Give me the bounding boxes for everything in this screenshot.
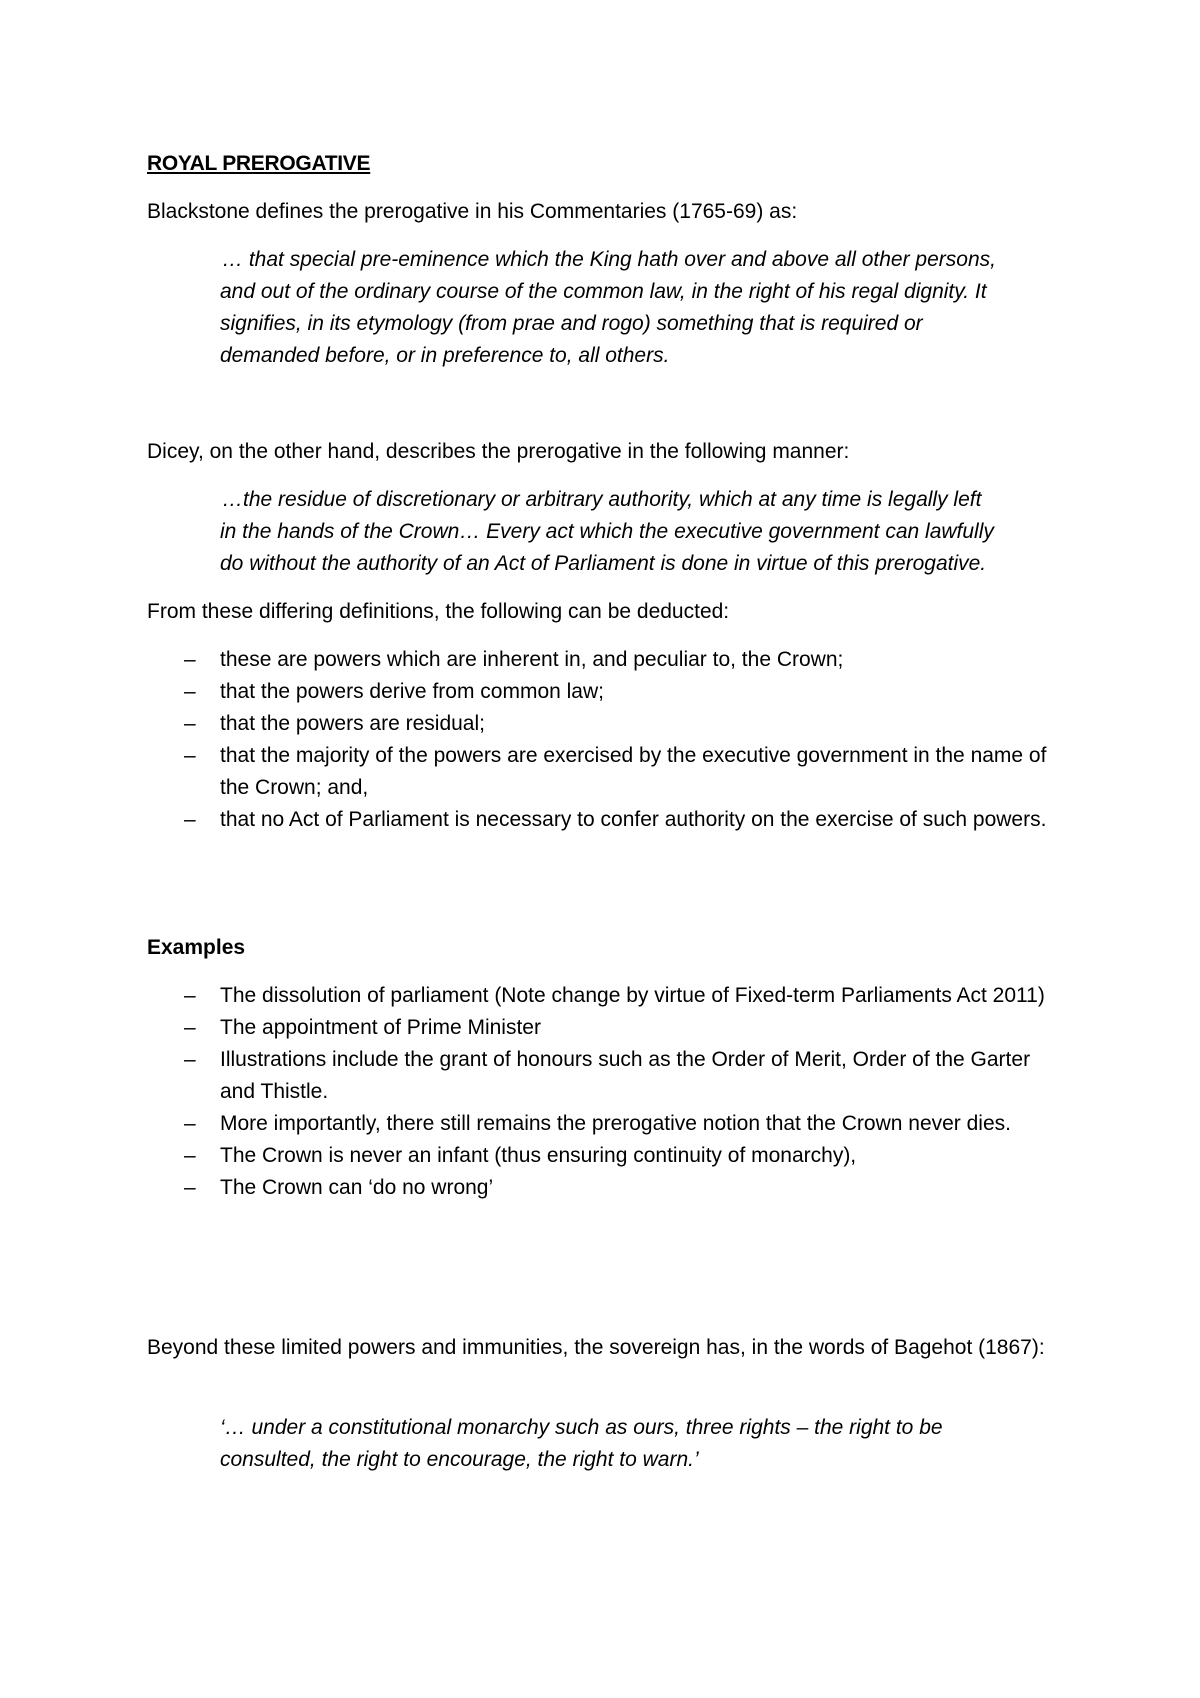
blackstone-intro: Blackstone defines the prerogative in his Commentaries (1765-69) as:: [147, 200, 798, 223]
list-item: [147, 644, 1047, 676]
list-item: [147, 708, 1047, 740]
list-item-text: The dissolution of parliament (Note change by virtue of Fixed-term Parliaments Act 2011): [220, 984, 1045, 1007]
deduction-intro: From these differing definitions, the following can be deducted:: [147, 600, 730, 623]
list-item-text: that the majority of the powers are exercised by the executive government in the name of the Crown; and,: [220, 744, 1047, 799]
dicey-intro: Dicey, on the other hand, describes the prerogative in the following manner:: [147, 440, 850, 463]
list-item-text: these are powers which are inherent in, and peculiar to, the Crown;: [220, 648, 844, 671]
blackstone-quote-line: … that special pre-eminence which the King hath over and above all other persons,: [222, 248, 996, 271]
blackstone-quote-line: signifies, in its etymology (from prae and rogo) something that is required or: [220, 312, 923, 335]
dicey-quote-line: in the hands of the Crown… Every act which the executive government can lawfully: [220, 520, 994, 543]
list-item: [147, 1140, 1047, 1172]
list-item-text: that no Act of Parliament is necessary to confer authority on the exercise of such powers.: [220, 808, 1047, 831]
list-item-text: More importantly, there still remains the prerogative notion that the Crown never dies.: [220, 1112, 1011, 1135]
examples-list: [147, 980, 1047, 1204]
dash-bullet: –: [184, 648, 196, 671]
dash-bullet: –: [184, 1112, 196, 1135]
blackstone-quote-line: and out of the ordinary course of the common law, in the right of his regal dignity. It: [220, 280, 987, 303]
dash-bullet: –: [184, 712, 196, 735]
dash-bullet: –: [184, 1144, 196, 1167]
bagehot-intro: Beyond these limited powers and immunities, the sovereign has, in the words of Bagehot (1867):: [147, 1336, 1045, 1359]
list-item: [147, 1172, 1047, 1204]
list-item-text: that the powers are residual;: [220, 712, 485, 735]
bagehot-quote-line: consulted, the right to encourage, the right to warn.’: [220, 1448, 699, 1471]
list-item: [147, 740, 1047, 804]
dash-bullet: –: [184, 744, 196, 767]
examples-heading: Examples: [147, 936, 246, 959]
blackstone-quote-line: demanded before, or in preference to, all others.: [220, 344, 670, 367]
dash-bullet: –: [184, 984, 196, 1007]
bagehot-quote-line: ‘… under a constitutional monarchy such as ours, three rights – the right to be: [220, 1416, 943, 1439]
dicey-quote-line: do without the authority of an Act of Parliament is done in virtue of this prerogative.: [220, 552, 987, 575]
dash-bullet: –: [184, 1176, 196, 1199]
list-item: [147, 804, 1047, 836]
dash-bullet: –: [184, 808, 196, 831]
dicey-quote-line: …the residue of discretionary or arbitrary authority, which at any time is legally left: [222, 488, 982, 511]
list-item: [147, 980, 1047, 1012]
dash-bullet: –: [184, 1016, 196, 1039]
list-item-text: The Crown is never an infant (thus ensuring continuity of monarchy),: [220, 1144, 857, 1167]
list-item: [147, 1108, 1047, 1140]
dash-bullet: –: [184, 680, 196, 703]
list-item-text: The appointment of Prime Minister: [220, 1016, 541, 1039]
page-title: ROYAL PREROGATIVE: [147, 152, 371, 175]
list-item-text: Illustrations include the grant of honours such as the Order of Merit, Order of the Garter and Thistle.: [220, 1048, 1031, 1103]
list-item: [147, 1012, 1047, 1044]
deductions-list: [147, 644, 1047, 836]
list-item: [147, 1044, 1047, 1108]
list-item-text: The Crown can ‘do no wrong’: [220, 1176, 494, 1199]
list-item-text: that the powers derive from common law;: [220, 680, 604, 703]
list-item: [147, 676, 1047, 708]
dash-bullet: –: [184, 1048, 196, 1071]
